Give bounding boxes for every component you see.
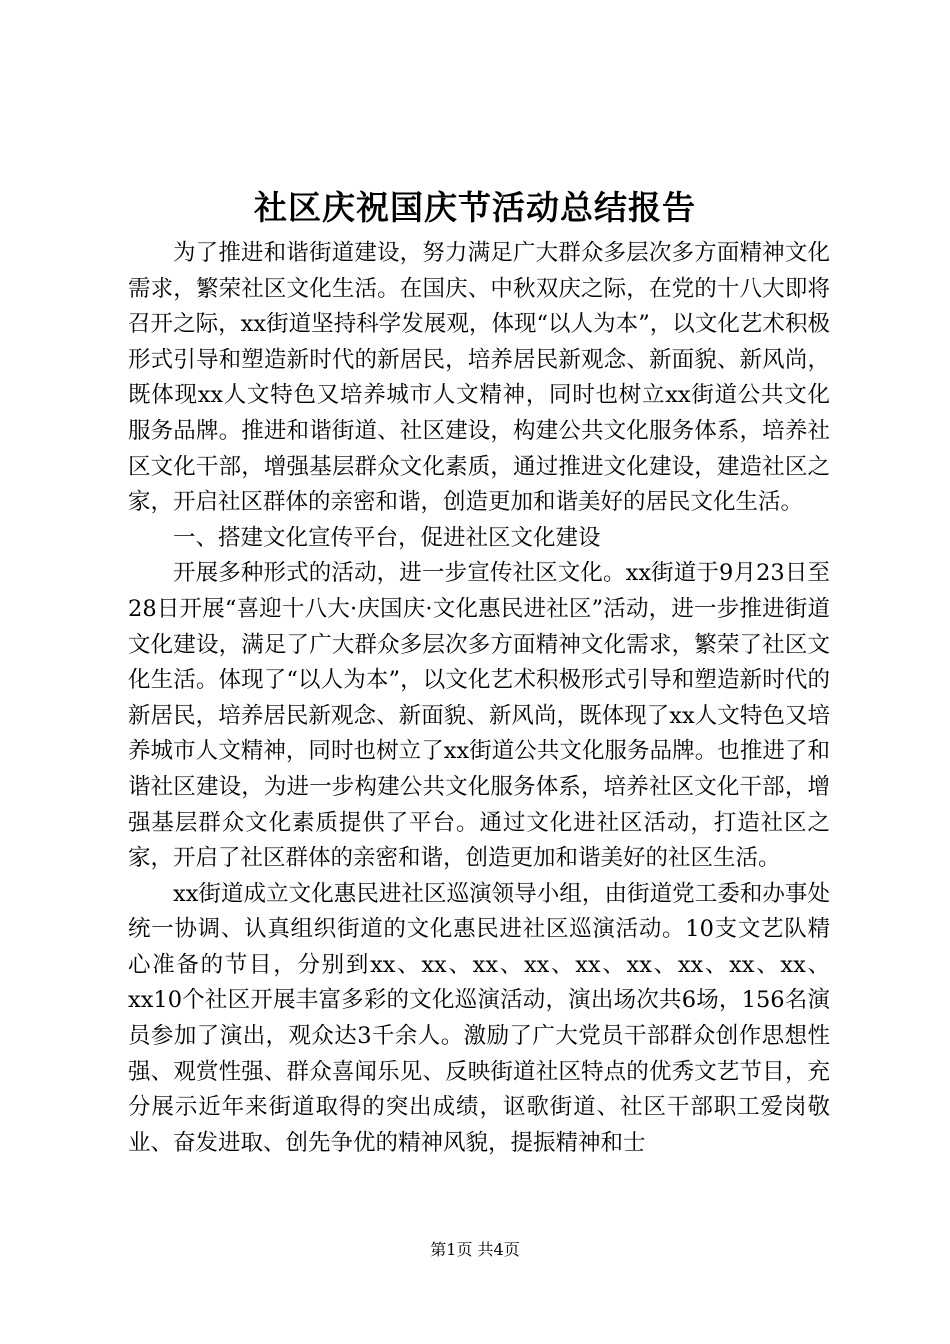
document-title: 社区庆祝国庆节活动总结报告 — [254, 188, 696, 227]
paragraph-activities: 开展多种形式的活动，进一步宣传社区文化。xx街道于9月23日至28日开展“喜迎十八大·庆国庆·文化惠民进社区”活动，进一步推进街道文化建设，满足了广大群众多层次多方面精神文化需求，繁荣了社区文化生活。体现了“以人为本”，以文化艺术积极形式引导和塑造新时代的新居民，培养居民新观念、新面貌、新风尚，既体现了xx人文特色又培养城市人文精神，同时也树立了xx街道公共文化服务品牌。也推进了和谐社区建设，为进一步构建公共文化服务体系，培养社区文化干部，增强基层群众文化素质提供了平台。通过文化进社区活动，打造社区之家，开启了社区群体的亲密和谐，创造更加和谐美好的社区生活。 — [128, 560, 830, 872]
document-body — [128, 236, 830, 1161]
paragraph-performances: xx街道成立文化惠民进社区巡演领导小组，由街道党工委和办事处统一协调、认真组织街道的文化惠民进社区巡演活动。10支文艺队精心准备的节目，分别到xx、xx、xx、xx、xx、xx、xx、xx、xx、xx10个社区开展丰富多彩的文化巡演活动，演出场次共6场，156名演员参加了演出，观众达3千余人。激励了广大党员干部群众创作思想性强、观赏性强、群众喜闻乐见、反映街道社区特点的优秀文艺节目，充分展示近年来街道取得的突出成绩，讴歌街道、社区干部职工爱岗敬业、奋发进取、创先争优的精神风貌，提振精神和士 — [128, 880, 830, 1156]
paragraph-intro: 为了推进和谐街道建设，努力满足广大群众多层次多方面精神文化需求，繁荣社区文化生活。在国庆、中秋双庆之际，在党的十八大即将召开之际，xx街道坚持科学发展观，体现“以人为本”，以文化艺术积极形式引导和塑造新时代的新居民，培养居民新观念、新面貌、新风尚，既体现xx人文特色又培养城市人文精神，同时也树立xx街道公共文化服务品牌。推进和谐街道、社区建设，构建公共文化服务体系，培养社区文化干部，增强基层群众文化素质，通过推进文化建设，建造社区之家，开启社区群体的亲密和谐，创造更加和谐美好的居民文化生活。 — [128, 240, 830, 516]
section-heading: 一、搭建文化宣传平台，促进社区文化建设 — [173, 524, 601, 551]
page-number: 第1页 共4页 — [430, 1240, 520, 1259]
